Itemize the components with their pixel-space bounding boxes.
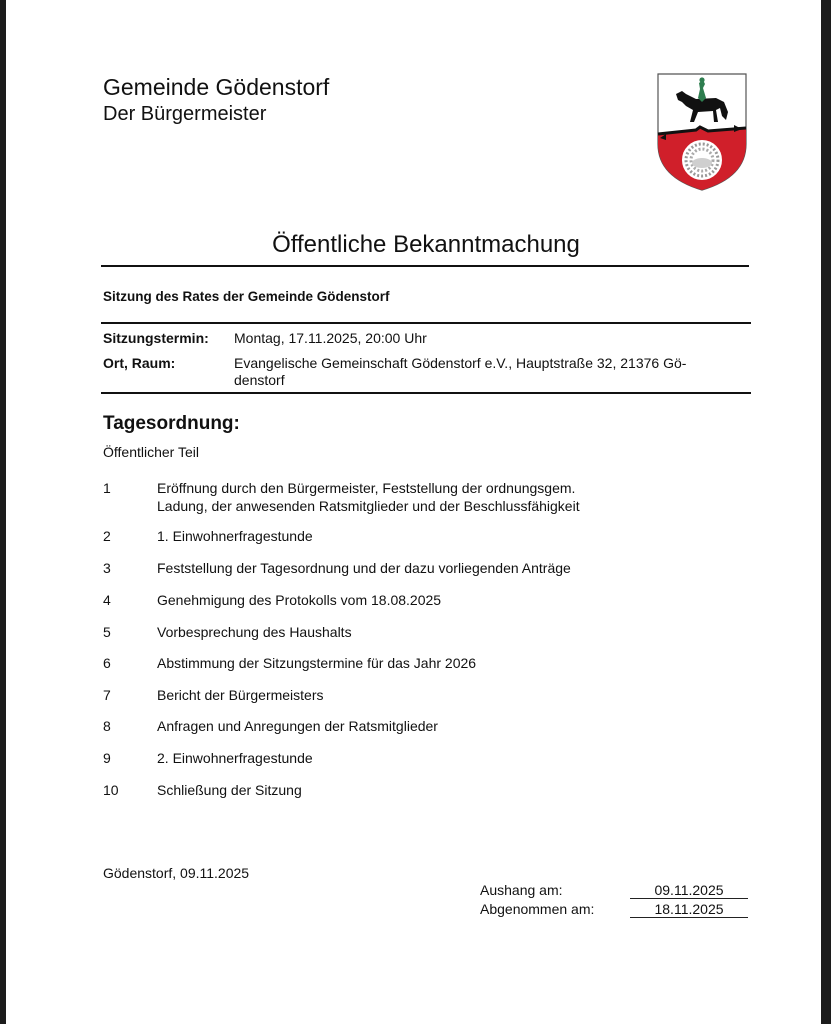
posted-label: Aushang am: (480, 882, 563, 898)
agenda-item-text: Genehmigung des Protokolls vom 18.08.2025 (157, 592, 442, 608)
document-page (6, 0, 821, 1024)
document-title: Öffentliche Bekanntmachung (272, 231, 580, 258)
meeting-date-label: Sitzungstermin: (103, 330, 209, 346)
removed-date: 18.11.2025 (630, 901, 748, 918)
meta-top-divider (101, 322, 751, 324)
posted-date: 09.11.2025 (630, 882, 748, 899)
agenda-item-number: 7 (103, 687, 111, 703)
office-title: Der Bürgermeister (103, 103, 267, 125)
agenda-item-text: Schließung der Sitzung (157, 782, 302, 798)
agenda-item-number: 10 (103, 782, 119, 798)
agenda-item-text: Bericht der Bürgermeisters (157, 687, 324, 703)
agenda-section: Öffentlicher Teil (103, 444, 199, 460)
coat-of-arms-icon (656, 72, 748, 192)
title-divider (101, 265, 749, 267)
agenda-heading: Tagesordnung: (103, 413, 240, 434)
agenda-item-text: Abstimmung der Sitzungstermine für das Jahr 2026 (157, 655, 477, 671)
agenda-item-text: 1. Einwohnerfragestunde (157, 528, 313, 544)
agenda-item-number: 4 (103, 592, 111, 608)
agenda-item-number: 8 (103, 718, 111, 734)
agenda-item-number: 2 (103, 528, 111, 544)
removed-label: Abgenommen am: (480, 901, 595, 917)
agenda-item-number: 6 (103, 655, 111, 671)
agenda-item-text: 2. Einwohnerfragestunde (157, 750, 313, 766)
meta-bottom-divider (101, 392, 751, 394)
municipality-name: Gemeinde Gödenstorf (103, 74, 330, 100)
agenda-item-number: 1 (103, 480, 111, 496)
place-and-date: Gödenstorf, 09.11.2025 (103, 865, 250, 881)
meeting-subtitle: Sitzung des Rates der Gemeinde Gödenstorf (103, 289, 390, 304)
meeting-date-value: Montag, 17.11.2025, 20:00 Uhr (234, 330, 427, 346)
agenda-item-text: Vorbesprechung des Haushalts (157, 624, 352, 640)
agenda-item-text: Eröffnung durch den Bürgermeister, Feststellung der ordnungsgem. Ladung, der anwesenden Ratsmitglieder und der Beschlussfähigkeit (157, 480, 580, 514)
agenda-item-number: 5 (103, 624, 111, 640)
agenda-item-text: Anfragen und Anregungen der Ratsmitglieder (157, 718, 438, 734)
meeting-place-label: Ort, Raum: (103, 355, 176, 371)
agenda-item-number: 3 (103, 560, 111, 576)
meeting-place-value: Evangelische Gemeinschaft Gödenstorf e.V., Hauptstraße 32, 21376 Gö- denstorf (234, 355, 687, 388)
agenda-item-number: 9 (103, 750, 111, 766)
agenda-item-text: Feststellung der Tagesordnung und der dazu vorliegenden Anträge (157, 560, 571, 576)
